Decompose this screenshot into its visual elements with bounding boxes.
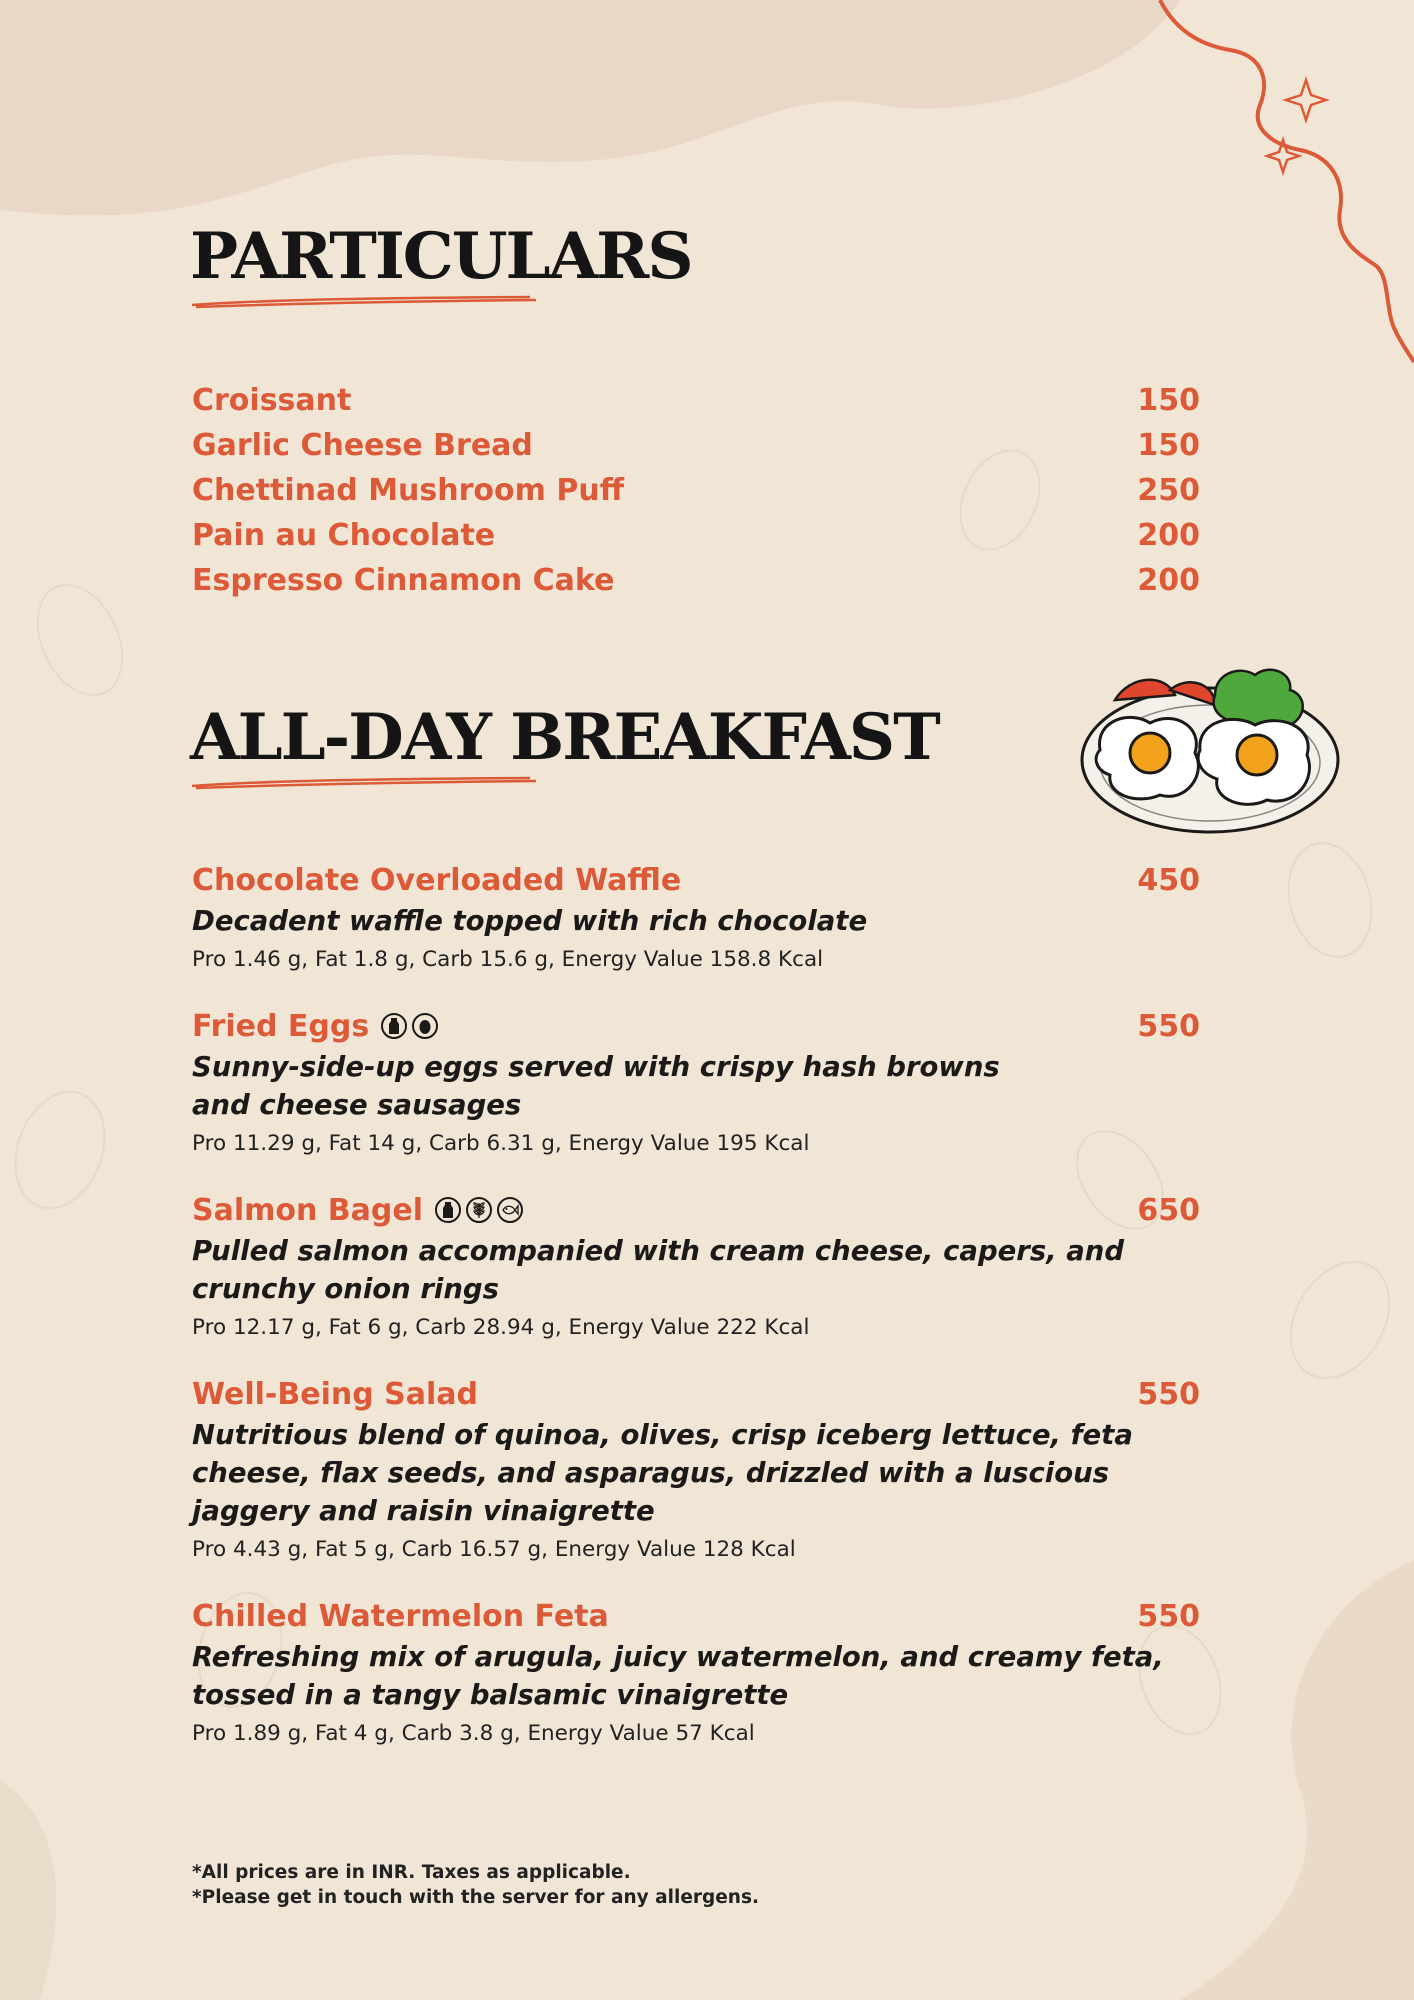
item-description: Decadent waffle topped with rich chocolate	[192, 905, 868, 937]
item-price: 550	[1137, 1598, 1200, 1634]
menu-item	[192, 858, 1200, 976]
item-nutrition: Pro 11.29 g, Fat 14 g, Carb 6.31 g, Energy Value 195 Kcal	[192, 1131, 810, 1156]
item-price: 200	[1137, 518, 1200, 553]
item-price: 550	[1137, 1008, 1200, 1044]
milk-icon	[435, 1197, 461, 1223]
item-description-line: Pulled salmon accompanied with cream cheese, capers, and	[192, 1235, 1125, 1267]
corner-scallop-line	[1160, 0, 1414, 362]
item-name: Fried Eggs	[192, 1008, 370, 1044]
item-price: 450	[1137, 862, 1200, 898]
allergen-icons	[381, 1013, 443, 1039]
item-description-line: Refreshing mix of arugula, juicy watermelon, and creamy feta,	[192, 1641, 1164, 1673]
item-price: 200	[1137, 563, 1200, 598]
menu-item	[192, 1594, 1200, 1750]
item-price: 150	[1137, 428, 1200, 463]
menu-item	[192, 1372, 1200, 1566]
egg-yolk-left	[1130, 733, 1170, 773]
item-name: Chettinad Mushroom Puff	[192, 473, 624, 508]
item-name: Chocolate Overloaded Waffle	[192, 862, 682, 898]
item-description-line: Sunny-side-up eggs served with crispy hash browns	[192, 1051, 1000, 1083]
item-nutrition: Pro 1.46 g, Fat 1.8 g, Carb 15.6 g, Energy Value 158.8 Kcal	[192, 947, 824, 972]
particulars-price-list	[192, 378, 1200, 603]
particulars-title: PARTICULARS	[190, 219, 692, 294]
item-nutrition: Pro 12.17 g, Fat 6 g, Carb 28.94 g, Energy Value 222 Kcal	[192, 1315, 810, 1340]
item-price: 650	[1137, 1192, 1200, 1228]
brush-underline	[190, 295, 540, 309]
particulars-section-header	[190, 219, 692, 309]
milk-icon	[381, 1013, 407, 1039]
item-description-line: Nutritious blend of quinoa, olives, crisp iceberg lettuce, feta	[192, 1419, 1133, 1451]
item-description-line: and cheese sausages	[192, 1089, 522, 1121]
brush-underline	[190, 776, 540, 790]
item-name: Chilled Watermelon Feta	[192, 1598, 609, 1634]
item-price: 550	[1137, 1376, 1200, 1412]
breakfast-title: ALL-DAY BREAKFAST	[190, 700, 939, 775]
item-price: 150	[1137, 383, 1200, 418]
gluten-icon	[466, 1197, 492, 1223]
fried-eggs-plate-icon	[1075, 655, 1345, 845]
item-description-line: cheese, flax seeds, and asparagus, drizzled with a luscious	[192, 1457, 1110, 1489]
item-description-line: jaggery and raisin vinaigrette	[192, 1495, 655, 1527]
menu-item	[192, 1004, 1200, 1160]
list-item	[192, 378, 1200, 423]
footnote-prices: *All prices are in INR. Taxes as applicable.	[192, 1862, 631, 1883]
item-description-line: crunchy onion rings	[192, 1273, 499, 1305]
item-name: Pain au Chocolate	[192, 518, 496, 553]
breakfast-menu-list	[192, 858, 1200, 1778]
allergen-icons	[435, 1197, 528, 1223]
item-name: Croissant	[192, 383, 352, 418]
top-wave-shape	[0, 0, 1180, 215]
list-item	[192, 468, 1200, 513]
item-description-line: tossed in a tangy balsamic vinaigrette	[192, 1679, 789, 1711]
footnotes	[192, 1860, 759, 1910]
item-name: Garlic Cheese Bread	[192, 428, 533, 463]
list-item	[192, 423, 1200, 468]
menu-item	[192, 1188, 1200, 1344]
list-item	[192, 558, 1200, 603]
item-nutrition: Pro 4.43 g, Fat 5 g, Carb 16.57 g, Energy Value 128 Kcal	[192, 1537, 796, 1562]
breakfast-section-header	[190, 700, 939, 790]
egg-icon	[412, 1013, 438, 1039]
item-name: Well-Being Salad	[192, 1376, 479, 1412]
item-nutrition: Pro 1.89 g, Fat 4 g, Carb 3.8 g, Energy Value 57 Kcal	[192, 1721, 755, 1746]
bottom-left-wave-shape	[0, 1780, 56, 2000]
sparkle-icon-large	[1286, 80, 1326, 120]
bottom-right-wave-shape	[1180, 1560, 1414, 2000]
fish-icon	[497, 1197, 523, 1223]
egg-yolk-right	[1237, 735, 1277, 775]
item-name: Espresso Cinnamon Cake	[192, 563, 615, 598]
item-name: Salmon Bagel	[192, 1192, 424, 1228]
footnote-allergens: *Please get in touch with the server for any allergens.	[192, 1887, 759, 1908]
item-price: 250	[1137, 473, 1200, 508]
list-item	[192, 513, 1200, 558]
